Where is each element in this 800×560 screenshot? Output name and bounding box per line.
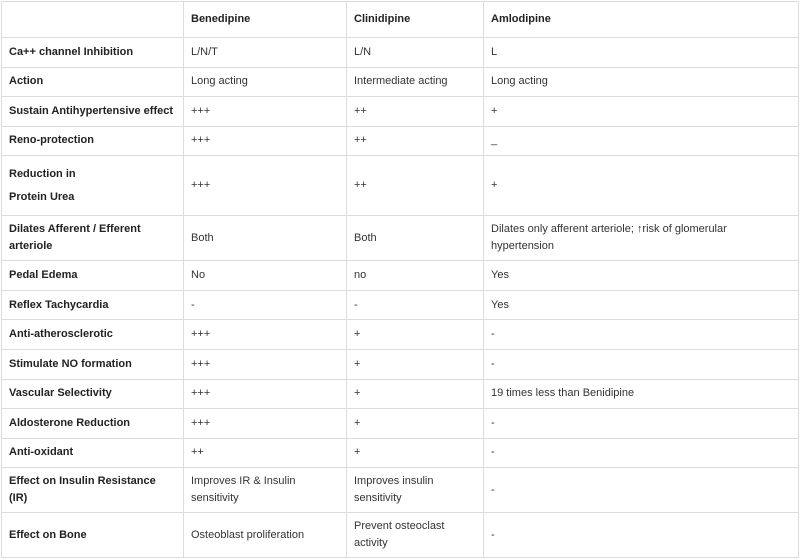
benedipine-cell: No bbox=[184, 261, 347, 291]
table-row bbox=[2, 67, 799, 97]
clinidipine-cell: + bbox=[347, 349, 484, 379]
clinidipine-cell: + bbox=[347, 320, 484, 350]
benedipine-cell: +++ bbox=[184, 409, 347, 439]
amlodipine-cell: Yes bbox=[484, 290, 799, 320]
row-label: Effect on Insulin Resistance (IR) bbox=[2, 468, 184, 513]
row-label-line: Protein Urea bbox=[9, 190, 75, 203]
row-label-stack bbox=[9, 163, 176, 209]
amlodipine-cell: - bbox=[484, 438, 799, 468]
table-row bbox=[2, 126, 799, 156]
clinidipine-cell: Intermediate acting bbox=[347, 67, 484, 97]
clinidipine-cell: + bbox=[347, 379, 484, 409]
row-label: Action bbox=[2, 67, 184, 97]
row-label: Vascular Selectivity bbox=[2, 379, 184, 409]
row-label: Stimulate NO formation bbox=[2, 349, 184, 379]
comparison-table bbox=[1, 1, 799, 558]
row-label: Reno-protection bbox=[2, 126, 184, 156]
benedipine-cell: ++ bbox=[184, 438, 347, 468]
amlodipine-cell: - bbox=[484, 513, 799, 558]
amlodipine-cell: Dilates only afferent arteriole; ↑risk of glomerular hypertension bbox=[484, 216, 799, 261]
row-label: Reflex Tachycardia bbox=[2, 290, 184, 320]
amlodipine-cell: - bbox=[484, 349, 799, 379]
row-label: Aldosterone Reduction bbox=[2, 409, 184, 439]
row-label: Sustain Antihypertensive effect bbox=[2, 97, 184, 127]
benedipine-cell: L/N/T bbox=[184, 38, 347, 68]
benedipine-cell: Long acting bbox=[184, 67, 347, 97]
header-clinidipine: Clinidipine bbox=[347, 2, 484, 38]
amlodipine-cell: L bbox=[484, 38, 799, 68]
table-row bbox=[2, 468, 799, 513]
header-amlodipine: Amlodipine bbox=[484, 2, 799, 38]
benedipine-cell: +++ bbox=[184, 320, 347, 350]
table-row bbox=[2, 379, 799, 409]
amlodipine-cell: - bbox=[484, 409, 799, 439]
amlodipine-cell: 19 times less than Benidipine bbox=[484, 379, 799, 409]
amlodipine-cell: _ bbox=[484, 126, 799, 156]
benedipine-cell: +++ bbox=[184, 126, 347, 156]
amlodipine-cell: - bbox=[484, 468, 799, 513]
header-row bbox=[2, 2, 799, 38]
clinidipine-cell: L/N bbox=[347, 38, 484, 68]
benedipine-cell: +++ bbox=[184, 379, 347, 409]
table-row bbox=[2, 261, 799, 291]
table-row bbox=[2, 290, 799, 320]
clinidipine-cell: + bbox=[347, 409, 484, 439]
amlodipine-cell: - bbox=[484, 320, 799, 350]
benedipine-cell: +++ bbox=[184, 349, 347, 379]
clinidipine-cell: no bbox=[347, 261, 484, 291]
table-row bbox=[2, 38, 799, 68]
table-row bbox=[2, 320, 799, 350]
clinidipine-cell: Improves insulin sensitivity bbox=[347, 468, 484, 513]
table-row bbox=[2, 438, 799, 468]
table-row bbox=[2, 216, 799, 261]
benedipine-cell: - bbox=[184, 290, 347, 320]
table-row bbox=[2, 513, 799, 558]
header-corner bbox=[2, 2, 184, 38]
clinidipine-cell: Prevent osteoclast activity bbox=[347, 513, 484, 558]
amlodipine-cell: + bbox=[484, 156, 799, 216]
clinidipine-cell: Both bbox=[347, 216, 484, 261]
benedipine-cell: Improves IR & Insulin sensitivity bbox=[184, 468, 347, 513]
table-row bbox=[2, 156, 799, 216]
table-row bbox=[2, 97, 799, 127]
row-label bbox=[2, 156, 184, 216]
benedipine-cell: +++ bbox=[184, 97, 347, 127]
header-benedipine: Benedipine bbox=[184, 2, 347, 38]
benedipine-cell: Osteoblast proliferation bbox=[184, 513, 347, 558]
table-row bbox=[2, 349, 799, 379]
row-label: Ca++ channel Inhibition bbox=[2, 38, 184, 68]
row-label-line: Reduction in bbox=[9, 167, 76, 180]
benedipine-cell: Both bbox=[184, 216, 347, 261]
clinidipine-cell: ++ bbox=[347, 126, 484, 156]
row-label: Anti-atherosclerotic bbox=[2, 320, 184, 350]
row-label: Dilates Afferent / Efferent arteriole bbox=[2, 216, 184, 261]
amlodipine-cell: Yes bbox=[484, 261, 799, 291]
table-row bbox=[2, 409, 799, 439]
clinidipine-cell: - bbox=[347, 290, 484, 320]
amlodipine-cell: + bbox=[484, 97, 799, 127]
clinidipine-cell: ++ bbox=[347, 97, 484, 127]
row-label: Pedal Edema bbox=[2, 261, 184, 291]
clinidipine-cell: + bbox=[347, 438, 484, 468]
clinidipine-cell: ++ bbox=[347, 156, 484, 216]
amlodipine-cell: Long acting bbox=[484, 67, 799, 97]
benedipine-cell: +++ bbox=[184, 156, 347, 216]
row-label: Effect on Bone bbox=[2, 513, 184, 558]
row-label: Anti-oxidant bbox=[2, 438, 184, 468]
